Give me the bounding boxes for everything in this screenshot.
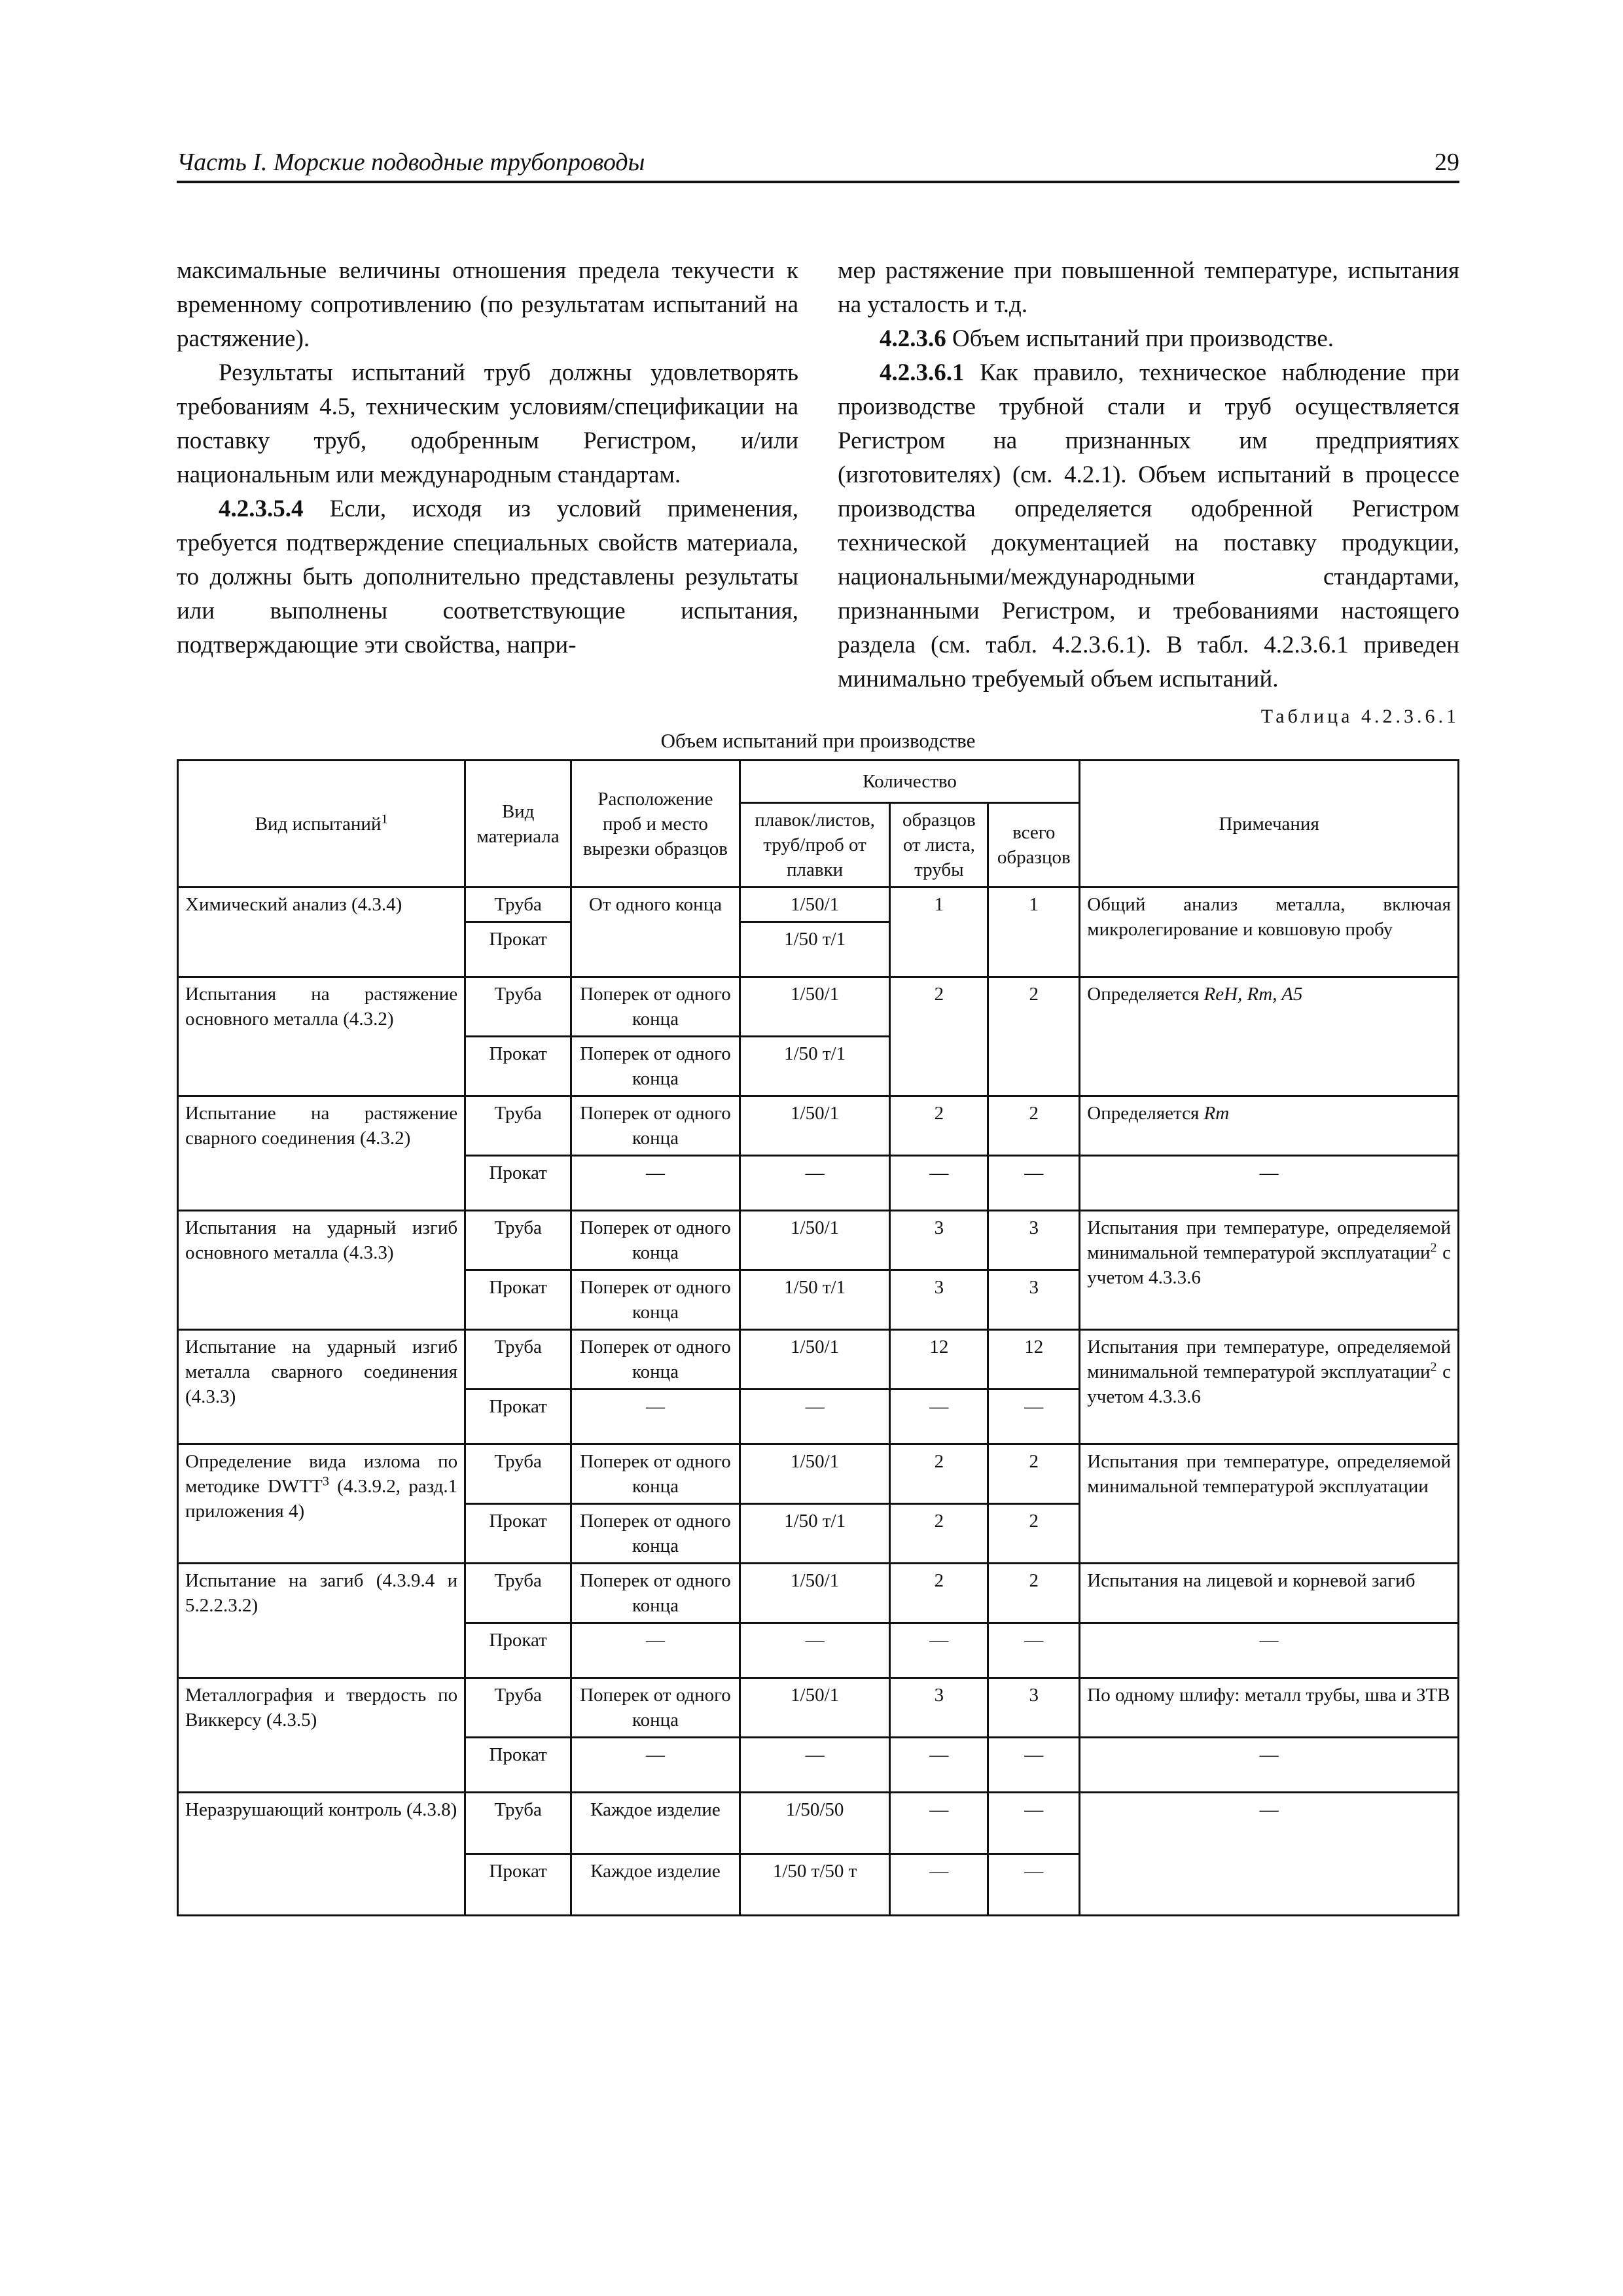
test-type-cell: Испытание на ударный изгиб металла сварного соединения (4.3.3) [178, 1330, 465, 1444]
samples-cell: 2 [890, 1096, 988, 1156]
samples-cell: 2 [890, 1564, 988, 1623]
paragraph [177, 492, 798, 662]
paragraph [838, 356, 1459, 696]
samples-cell: — [890, 1854, 988, 1916]
table-row [178, 1564, 1459, 1623]
col-header-material: Вид материала [465, 761, 571, 888]
paragraph-text: Как правило, техническое наблюдение при производстве трубной стали и труб осуществляется Регистром на признанных им предприятиях (изготовителях) (см. 4.2.1). Объем испытаний в процессе производства определяется одобренной Регистром технической документацией на поставку продукции, национальными/международными стандартами, признанными Регистром, и требованиями настоящего раздела (см. табл. 4.2.3.6.1). В табл. 4.2.3.6.1 приведен минимально требуемый объем испытаний. [838, 359, 1460, 692]
heats-cell: 1/50 т/1 [740, 922, 890, 977]
heats-cell: 1/50 т/1 [740, 1037, 890, 1096]
samples-cell: 3 [890, 1211, 988, 1270]
heats-cell: 1/50 т/1 [740, 1270, 890, 1330]
material-cell: Труба [465, 1096, 571, 1156]
material-cell: Труба [465, 977, 571, 1037]
running-header [177, 143, 1459, 183]
samples-cell: — [890, 1156, 988, 1211]
material-cell: Труба [465, 1211, 571, 1270]
total-cell: 2 [988, 1444, 1080, 1504]
material-cell: Труба [465, 1564, 571, 1623]
col-header-quantity: Количество [740, 761, 1079, 803]
samples-cell: 3 [890, 1270, 988, 1330]
location-cell: Поперек от одного конца [571, 1678, 740, 1738]
material-cell: Прокат [465, 1623, 571, 1678]
note-cell: Определяется ReH, Rm, A5 [1080, 977, 1459, 1096]
material-cell: Труба [465, 1444, 571, 1504]
left-text-column [177, 254, 798, 662]
table-row [178, 1678, 1459, 1738]
note-cell: По одному шлифу: металл трубы, шва и ЗТВ [1080, 1678, 1459, 1738]
total-cell: 3 [988, 1678, 1080, 1738]
col-header-heats: плавок/листов, труб/проб от плавки [740, 803, 890, 888]
total-cell: — [988, 1793, 1080, 1854]
total-cell: 3 [988, 1211, 1080, 1270]
test-type-cell: Испытания на ударный изгиб основного металла (4.3.3) [178, 1211, 465, 1330]
test-type-cell: Определение вида излома по методике DWTT$^3$ (4.3.9.2, разд.1 приложения 4) [178, 1444, 465, 1564]
material-cell: Прокат [465, 1390, 571, 1444]
location-cell: — [571, 1390, 740, 1444]
samples-cell: 2 [890, 977, 988, 1096]
table-title: Объем испытаний при производстве [660, 729, 976, 752]
section-number: 4.2.3.6.1 [880, 359, 965, 386]
material-cell: Прокат [465, 1854, 571, 1916]
location-cell: Поперек от одного конца [571, 1444, 740, 1504]
total-cell: 3 [988, 1270, 1080, 1330]
material-cell: Прокат [465, 922, 571, 977]
heats-cell: 1/50/50 [740, 1793, 890, 1854]
formula: Rm [1204, 1103, 1230, 1124]
heats-cell: — [740, 1156, 890, 1211]
table-row [178, 1330, 1459, 1390]
col-header-samples: образцов от листа, трубы [890, 803, 988, 888]
heats-cell: — [740, 1738, 890, 1793]
heats-cell: — [740, 1623, 890, 1678]
table-row [178, 977, 1459, 1037]
note-cell: Испытания при температуре, определяемой минимальной температурой эксплуатации [1080, 1444, 1459, 1564]
samples-cell: 2 [890, 1444, 988, 1504]
note-cell: Общий анализ металла, включая микролегирование и ковшовую пробу [1080, 888, 1459, 977]
total-cell: — [988, 1623, 1080, 1678]
table-label: Таблица 4.2.3.6.1 [1260, 706, 1459, 727]
samples-cell: 1 [890, 888, 988, 977]
material-cell: Прокат [465, 1504, 571, 1564]
note-cell: Испытания при температуре, определяемой минимальной температурой эксплуатации$^2$ с учетом 4.3.3.6 [1080, 1211, 1459, 1330]
samples-cell: — [890, 1793, 988, 1854]
note-cell: Испытания при температуре, определяемой минимальной температурой эксплуатации$^2$ с учетом 4.3.3.6 [1080, 1330, 1459, 1444]
total-cell: — [988, 1156, 1080, 1211]
location-cell: Поперек от одного конца [571, 1270, 740, 1330]
location-cell: Поперек от одного конца [571, 1211, 740, 1270]
total-cell: 2 [988, 977, 1080, 1096]
samples-cell: — [890, 1623, 988, 1678]
material-cell: Труба [465, 1678, 571, 1738]
paragraph: Результаты испытаний труб должны удовлетворять требованиям 4.5, техническим условиям/спецификации на поставку труб, одобренным Регистром, и/или национальным или международным стандартам. [177, 359, 798, 488]
col-header-notes: Примечания [1080, 761, 1459, 888]
location-cell: — [571, 1623, 740, 1678]
location-cell: Поперек от одного конца [571, 1330, 740, 1390]
location-cell: Поперек от одного конца [571, 1096, 740, 1156]
heats-cell: 1/50/1 [740, 1678, 890, 1738]
total-cell: — [988, 1854, 1080, 1916]
total-cell: 2 [988, 1504, 1080, 1564]
heats-cell: — [740, 1390, 890, 1444]
note-cell: — [1080, 1738, 1459, 1793]
paragraph-text: Если, исходя из условий применения, требуется подтверждение специальных свойств материала, то должны быть дополнительно представлены результаты или выполнены соответствующие испытания, подтверждающие эти свойства, напри- [177, 495, 798, 658]
samples-cell: — [890, 1738, 988, 1793]
total-cell: — [988, 1390, 1080, 1444]
test-type-cell: Химический анализ (4.3.4) [178, 888, 465, 977]
samples-cell: 12 [890, 1330, 988, 1390]
tests-table [177, 759, 1459, 1916]
heats-cell: 1/50/1 [740, 1211, 890, 1270]
heats-cell: 1/50/1 [740, 977, 890, 1037]
material-cell: Труба [465, 1793, 571, 1854]
material-cell: Прокат [465, 1270, 571, 1330]
samples-cell: 3 [890, 1678, 988, 1738]
location-cell: — [571, 1156, 740, 1211]
right-text-column [838, 254, 1459, 696]
table-row [178, 1444, 1459, 1504]
material-cell: Прокат [465, 1738, 571, 1793]
total-cell: 1 [988, 888, 1080, 977]
heats-cell: 1/50/1 [740, 1444, 890, 1504]
page-number: 29 [1435, 149, 1459, 176]
heats-cell: 1/50/1 [740, 1564, 890, 1623]
heats-cell: 1/50 т/50 т [740, 1854, 890, 1916]
heats-cell: 1/50/1 [740, 888, 890, 922]
section-number: 4.2.3.6 [880, 325, 946, 352]
table-row [178, 1096, 1459, 1156]
location-cell: — [571, 1738, 740, 1793]
location-cell: Поперек от одного конца [571, 977, 740, 1037]
paragraph: мер растяжение при повышенной температуре, испытания на усталость и т.д. [838, 257, 1459, 318]
location-cell: Поперек от одного конца [571, 1037, 740, 1096]
col-header-location: Расположение проб и место вырезки образцов [571, 761, 740, 888]
paragraph-text: Объем испытаний при производстве. [952, 325, 1334, 352]
location-cell: От одного конца [571, 888, 740, 977]
table-row [178, 888, 1459, 922]
location-cell: Поперек от одного конца [571, 1564, 740, 1623]
formula: ReH, Rm, A5 [1204, 984, 1303, 1005]
test-type-cell: Испытание на растяжение сварного соединения (4.3.2) [178, 1096, 465, 1211]
test-type-cell: Металлография и твердость по Виккерсу (4.3.5) [178, 1678, 465, 1793]
material-cell: Прокат [465, 1156, 571, 1211]
section-number: 4.2.3.5.4 [219, 495, 304, 522]
samples-cell: — [890, 1390, 988, 1444]
running-title: Часть I. Морские подводные трубопроводы [177, 149, 645, 176]
note-cell: — [1080, 1793, 1459, 1916]
table-row [178, 1793, 1459, 1854]
total-cell: — [988, 1738, 1080, 1793]
col-header-total: всего образцов [988, 803, 1080, 888]
location-cell: Каждое изделие [571, 1793, 740, 1854]
paragraph: максимальные величины отношения предела текучести к временному сопротивлению (по результатам испытаний на растяжение). [177, 257, 798, 352]
material-cell: Труба [465, 1330, 571, 1390]
note-cell: Испытания на лицевой и корневой загиб [1080, 1564, 1459, 1623]
location-cell: Каждое изделие [571, 1854, 740, 1916]
location-cell: Поперек от одного конца [571, 1504, 740, 1564]
note-cell: Определяется Rm [1080, 1096, 1459, 1156]
heats-cell: 1/50/1 [740, 1330, 890, 1390]
heats-cell: 1/50/1 [740, 1096, 890, 1156]
test-type-cell: Испытание на загиб (4.3.9.4 и 5.2.2.3.2) [178, 1564, 465, 1678]
note-cell: — [1080, 1156, 1459, 1211]
paragraph [838, 322, 1459, 356]
note-cell: — [1080, 1623, 1459, 1678]
samples-cell: 2 [890, 1504, 988, 1564]
col-header-test-type: Вид испытаний$^1$ [178, 761, 465, 888]
heats-cell: 1/50 т/1 [740, 1504, 890, 1564]
test-type-cell: Испытания на растяжение основного металла (4.3.2) [178, 977, 465, 1096]
material-cell: Труба [465, 888, 571, 922]
table-row [178, 1211, 1459, 1270]
table-header-row [178, 761, 1459, 803]
total-cell: 12 [988, 1330, 1080, 1390]
material-cell: Прокат [465, 1037, 571, 1096]
total-cell: 2 [988, 1564, 1080, 1623]
total-cell: 2 [988, 1096, 1080, 1156]
test-type-cell: Неразрушающий контроль (4.3.8) [178, 1793, 465, 1916]
